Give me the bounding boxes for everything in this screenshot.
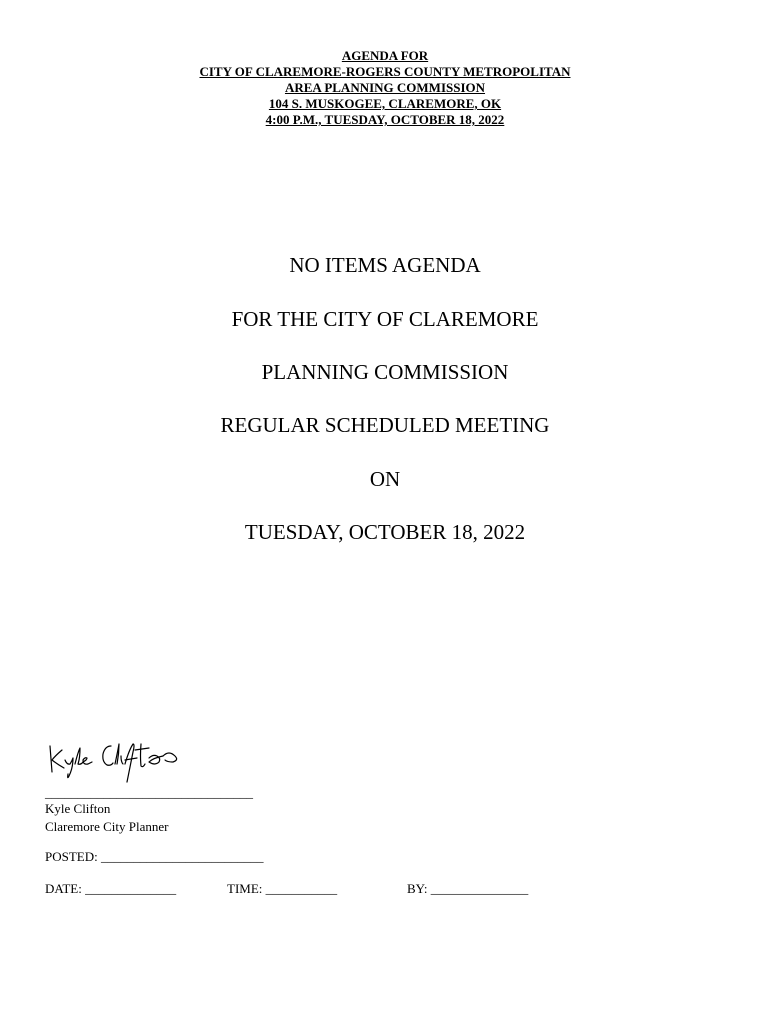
body-line-for-city: FOR THE CITY OF CLAREMORE [231,307,539,331]
time-field: TIME: ___________ [227,881,338,896]
body-line-on: ON [369,467,401,491]
header-line-commission: AREA PLANNING COMMISSION [284,80,486,95]
header-line-city: CITY OF CLAREMORE-ROGERS COUNTY METROPOLITAN [199,64,571,79]
header-line-address: 104 S. MUSKOGEE, CLAREMORE, OK [268,96,502,111]
header-line-agenda-for: AGENDA FOR [341,48,429,63]
body-line-planning-commission: PLANNING COMMISSION [261,360,509,384]
signer-name: Kyle Clifton [45,801,111,816]
handwritten-signature [45,738,185,786]
body-line-regular-meeting: REGULAR SCHEDULED MEETING [220,413,550,437]
header-line-datetime: 4:00 P.M., TUESDAY, OCTOBER 18, 2022 [265,112,505,127]
body-line-no-items: NO ITEMS AGENDA [289,253,481,277]
agenda-header [0,48,770,128]
by-field: BY: _______________ [407,881,529,896]
signature-rule: ________________________________ [45,785,253,800]
signer-title: Claremore City Planner [45,819,169,834]
posted-field: POSTED: _________________________ [45,849,264,864]
date-field: DATE: ______________ [45,881,177,896]
signature-block [45,738,285,834]
body-line-meeting-date: TUESDAY, OCTOBER 18, 2022 [244,520,526,544]
